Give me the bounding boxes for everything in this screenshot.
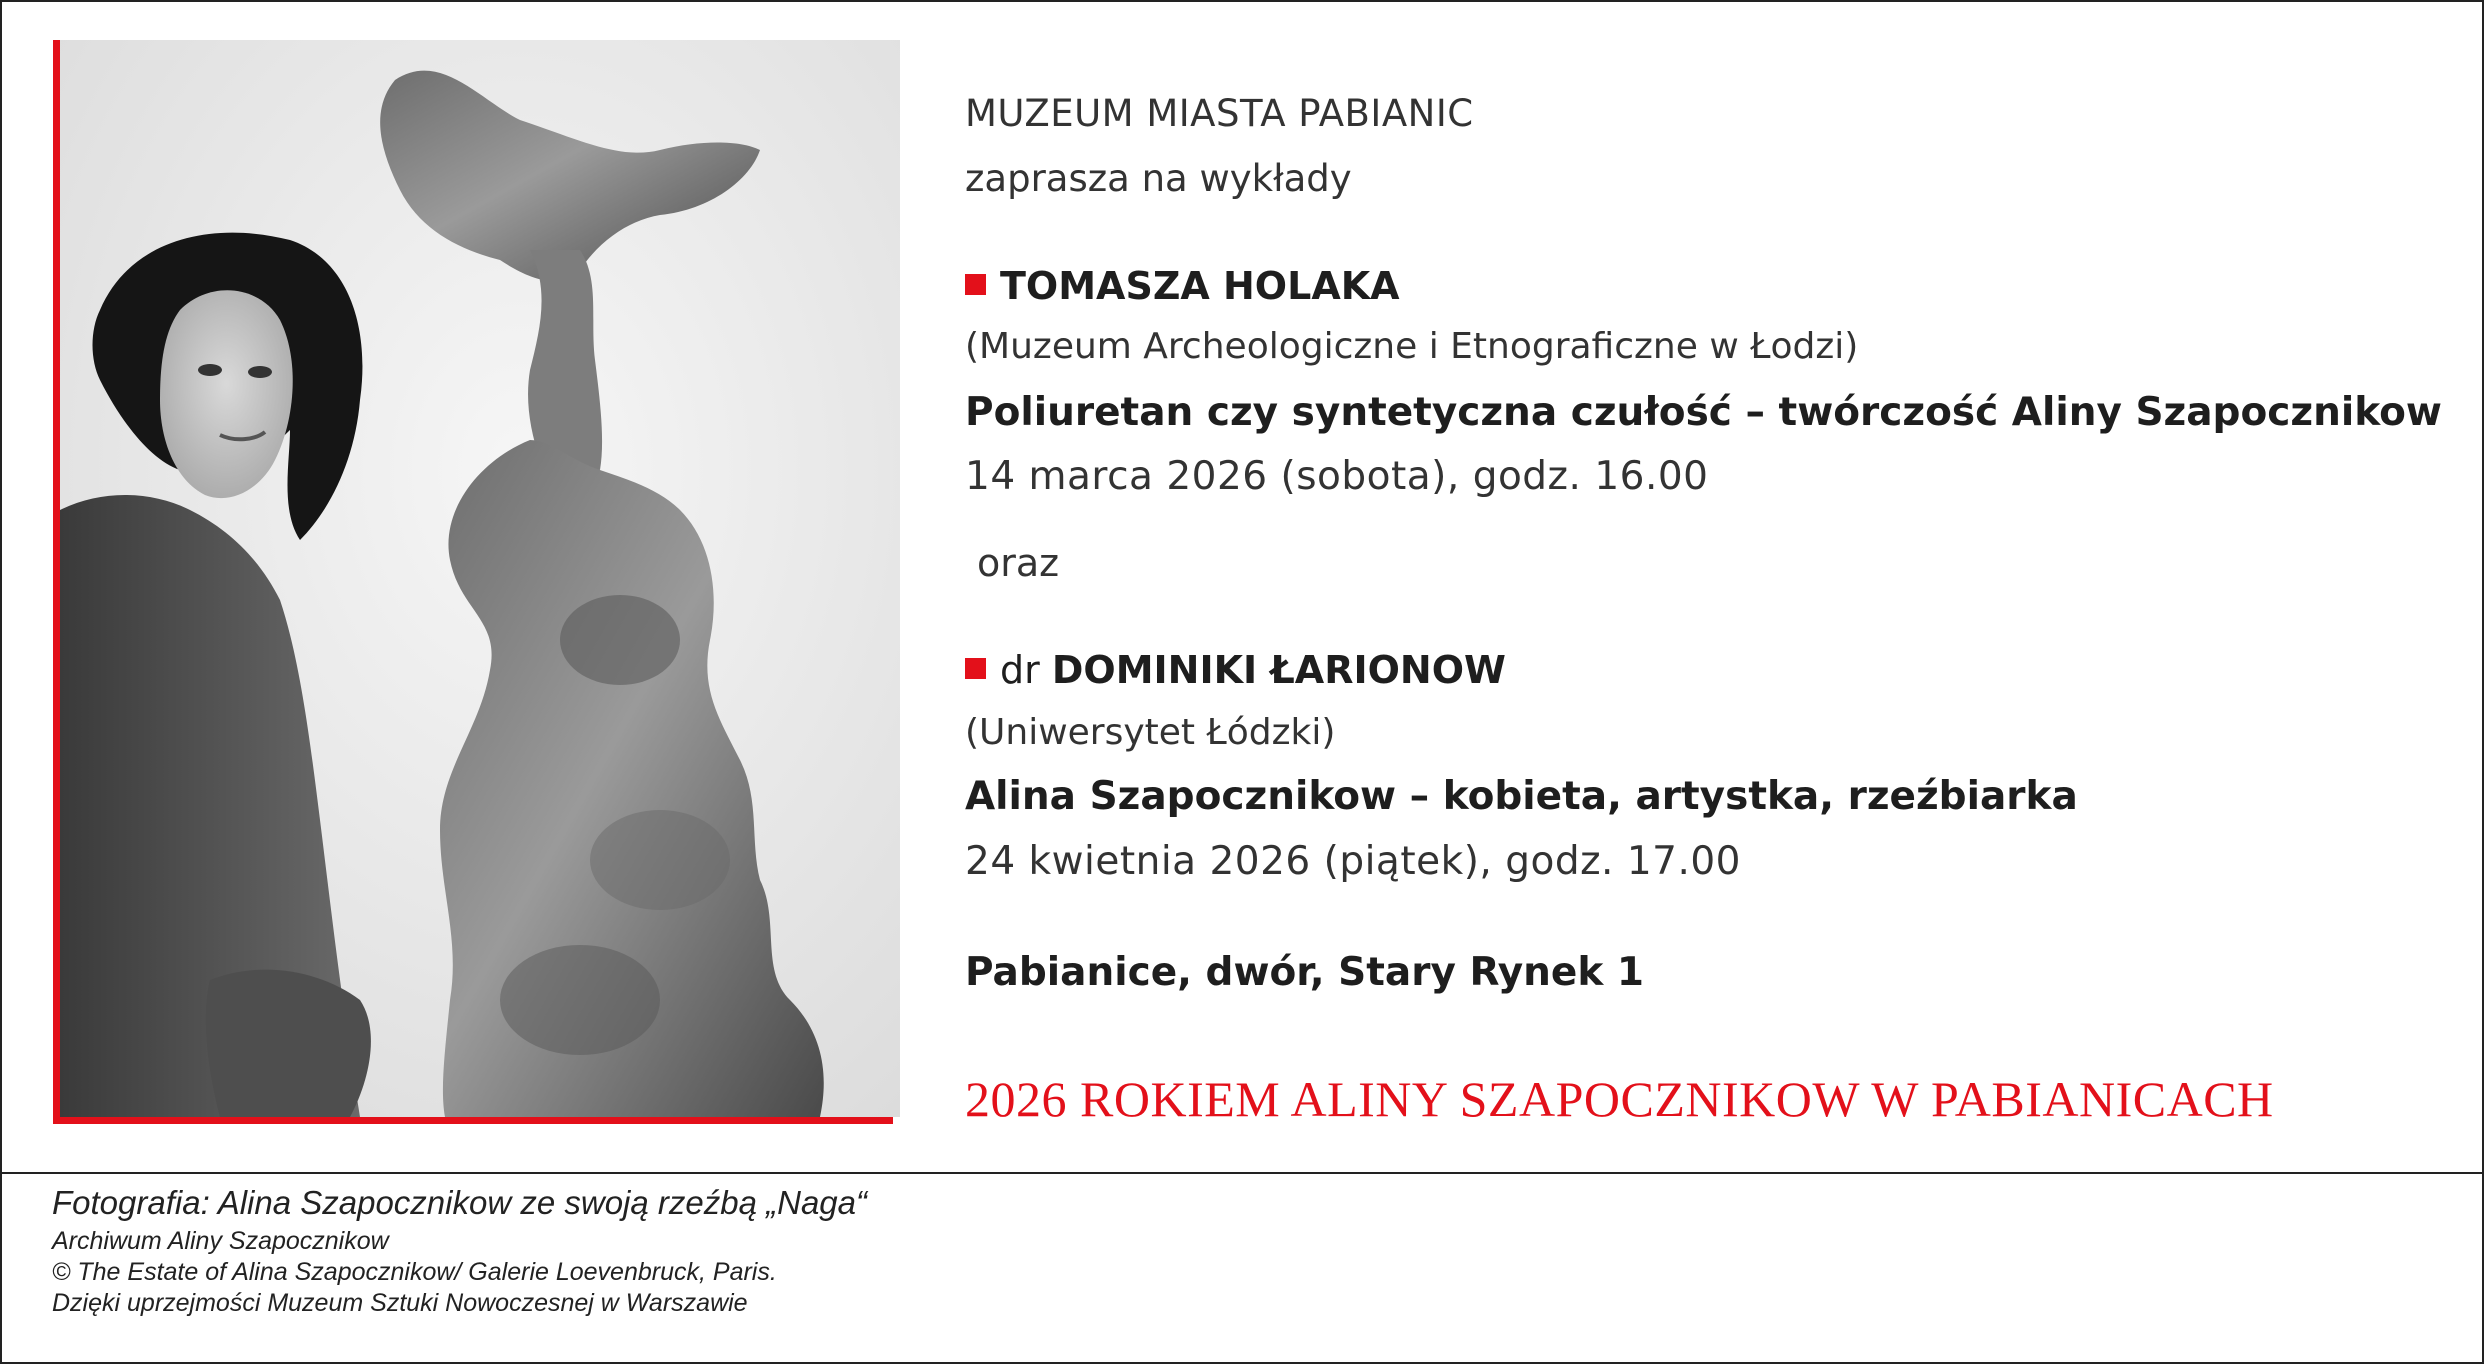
photo-caption: Fotografia: Alina Szapocznikow ze swoją rzeźbą „Naga“ xyxy=(52,1184,867,1221)
credit-line-archive: Archiwum Aliny Szapocznikow xyxy=(52,1227,389,1255)
event-place: Pabianice, dwór, Stary Rynek 1 xyxy=(965,950,1645,995)
lecture2-speaker-name: DOMINIKI ŁARIONOW xyxy=(1051,648,1506,692)
red-accent-horizontal xyxy=(53,1117,893,1124)
red-square-bullet xyxy=(965,274,986,295)
invite-line: zaprasza na wykłady xyxy=(965,157,1352,200)
credit-line-estate: © The Estate of Alina Szapocznikow/ Galerie Loevenbruck, Paris. xyxy=(52,1258,777,1286)
lecture1-date: 14 marca 2026 (sobota), godz. 16.00 xyxy=(965,454,1709,499)
artist-photo xyxy=(60,40,900,1117)
connector-text: oraz xyxy=(977,541,1060,585)
museum-name: MUZEUM MIASTA PABIANIC xyxy=(965,92,1474,135)
credit-line-courtesy: Dzięki uprzejmości Muzeum Sztuki Nowoczesnej w Warszawie xyxy=(52,1289,748,1317)
lecture2-institution: (Uniwersytet Łódzki) xyxy=(965,712,1336,753)
lecture1-title: Poliuretan czy syntetyczna czułość – twórczość Aliny Szapocznikow xyxy=(965,390,2442,435)
photo-credits xyxy=(52,1180,867,1319)
lecture2-speaker xyxy=(965,648,1506,692)
artist-photo-illustration xyxy=(60,40,900,1117)
year-banner: 2026 ROKIEM ALINY SZAPOCZNIKOW W PABIANICACH xyxy=(965,1071,2274,1127)
red-accent-vertical xyxy=(53,40,60,1124)
lecture1-institution: (Muzeum Archeologiczne i Etnograficzne w Łodzi) xyxy=(965,326,1859,367)
lecture2-date: 24 kwietnia 2026 (piątek), godz. 17.00 xyxy=(965,839,1741,884)
lecture2-prefix: dr xyxy=(1000,648,1040,692)
red-square-bullet xyxy=(965,658,986,679)
lecture1-speaker xyxy=(965,264,1400,308)
lecture1-speaker-name: TOMASZA HOLAKA xyxy=(1000,264,1400,308)
lecture2-title: Alina Szapocznikow – kobieta, artystka, rzeźbiarka xyxy=(965,774,2078,819)
credits-divider xyxy=(0,1172,2484,1174)
